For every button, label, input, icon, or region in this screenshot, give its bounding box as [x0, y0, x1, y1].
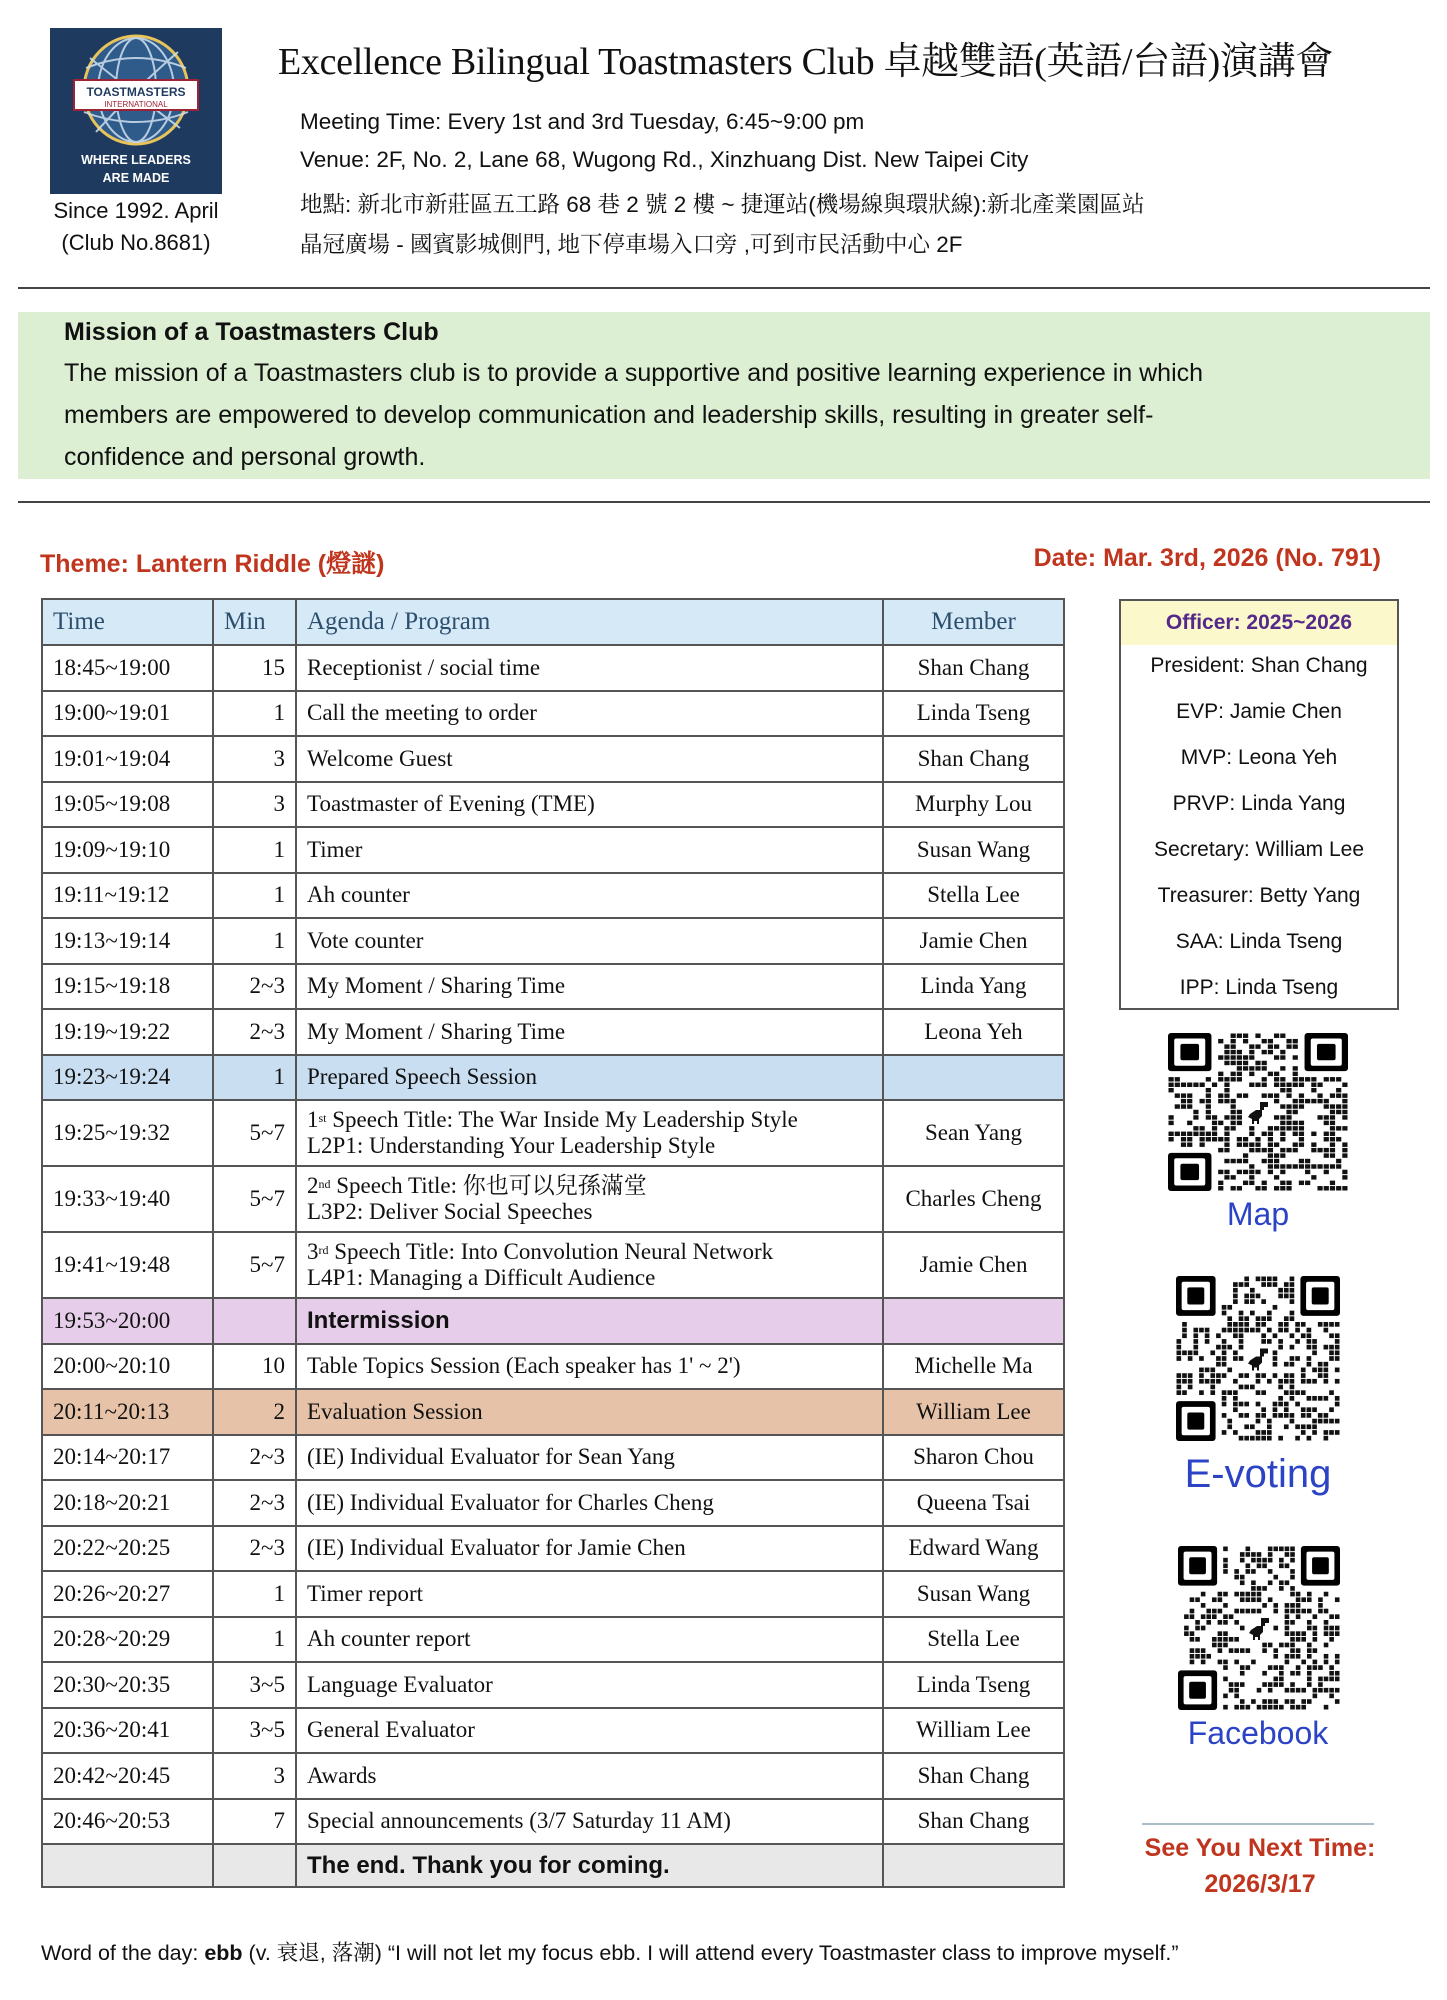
table-row: [42, 1298, 1064, 1344]
since-date: Since 1992. April: [53, 198, 219, 223]
facebook-qr-code-icon[interactable]: [1178, 1546, 1340, 1710]
meeting-date: Date: Mar. 3rd, 2026 (No. 791): [1033, 544, 1381, 572]
logo-subtext: INTERNATIONAL: [104, 100, 168, 109]
table-row: [42, 1232, 1064, 1298]
cell-min: 1: [213, 1571, 296, 1617]
cell-member: Stella Lee: [883, 873, 1064, 919]
venue: Venue: 2F, No. 2, Lane 68, Wugong Rd., Xinzhuang Dist. New Taipei City: [300, 147, 1029, 172]
mission-text-line: confidence and personal growth.: [64, 443, 426, 471]
cell-member: William Lee: [883, 1708, 1064, 1754]
cell-program: [296, 691, 883, 737]
cell-program: [296, 1389, 883, 1435]
cell-program: [296, 918, 883, 964]
club-number: (Club No.8681): [61, 230, 211, 255]
program-text: (IE) Individual Evaluator for Charles Cheng: [307, 1489, 714, 1515]
cell-min: 5~7: [213, 1166, 296, 1232]
cell-time: 20:36~20:41: [42, 1708, 213, 1754]
table-row: [42, 645, 1064, 691]
cell-member: Shan Chang: [883, 1799, 1064, 1845]
table-row: [42, 1100, 1064, 1166]
cell-program: [296, 1166, 883, 1232]
speech-ordinal: 1: [307, 1107, 319, 1132]
column-header-member: Member: [883, 599, 1064, 645]
table-row: [42, 1662, 1064, 1708]
cell-time: 19:13~19:14: [42, 918, 213, 964]
speech-title: [307, 1239, 872, 1265]
cell-member: Susan Wang: [883, 1571, 1064, 1617]
cell-min: 3~5: [213, 1708, 296, 1754]
table-row: [42, 1435, 1064, 1481]
cell-min: 3: [213, 782, 296, 828]
speech-title-text: Speech Title: 你也可以兒孫滿堂: [330, 1173, 647, 1198]
program-text: Welcome Guest: [307, 745, 453, 771]
cell-program: [296, 1571, 883, 1617]
program-text: My Moment / Sharing Time: [307, 1018, 566, 1044]
word-of-the-day-example: (v. 衰退, 落潮) “I will not let my focus ebb. I will attend every Toastmaster class to improve myself.”: [242, 1941, 1179, 1965]
table-row: [42, 1708, 1064, 1754]
cell-min: 10: [213, 1344, 296, 1390]
cell-member: Leona Yeh: [883, 1009, 1064, 1055]
speech-ordinal: 3: [307, 1239, 319, 1264]
officer-item: SAA: Linda Tseng: [1175, 930, 1343, 953]
officer-item: EVP: Jamie Chen: [1176, 700, 1342, 723]
cell-program: [296, 1662, 883, 1708]
cell-member: [883, 1055, 1064, 1101]
table-header-row: [42, 599, 1064, 645]
speech-title: [307, 1107, 872, 1133]
cell-member: Queena Tsai: [883, 1480, 1064, 1526]
table-row: [42, 873, 1064, 919]
venue-chinese-directions: 晶冠廣場 - 國賓影城側門, 地下停車場入口旁 ,可到市民活動中心 2F: [300, 232, 963, 257]
program-text: Language Evaluator: [307, 1671, 493, 1697]
cell-min: 3: [213, 1753, 296, 1799]
cell-program: [296, 1344, 883, 1390]
word-of-the-day-word: ebb: [204, 1941, 243, 1965]
cell-member: Michelle Ma: [883, 1344, 1064, 1390]
cell-program: [296, 1055, 883, 1101]
table-row: [42, 964, 1064, 1010]
cell-time: 19:05~19:08: [42, 782, 213, 828]
cell-member: Edward Wang: [883, 1526, 1064, 1572]
table-row: [42, 1844, 1064, 1887]
cell-time: 20:18~20:21: [42, 1480, 213, 1526]
cell-time: 19:19~19:22: [42, 1009, 213, 1055]
cell-time: 20:26~20:27: [42, 1571, 213, 1617]
speech-ordinal: 2: [307, 1173, 319, 1198]
page-title: Excellence Bilingual Toastmasters Club 卓越雙語(英語/台語)演講會: [278, 41, 1334, 83]
table-row: [42, 1166, 1064, 1232]
cell-time: 20:42~20:45: [42, 1753, 213, 1799]
cell-time: 19:53~20:00: [42, 1298, 213, 1344]
cell-time: 20:28~20:29: [42, 1617, 213, 1663]
cell-program: [296, 645, 883, 691]
table-row: [42, 1055, 1064, 1101]
cell-min: [213, 1298, 296, 1344]
officer-item: PRVP: Linda Yang: [1172, 792, 1346, 815]
toastmasters-logo: [50, 28, 222, 194]
cell-program: [296, 1298, 883, 1344]
table-row: [42, 1389, 1064, 1435]
program-text: Toastmaster of Evening (TME): [307, 791, 595, 817]
table-row: [42, 691, 1064, 737]
cell-min: 1: [213, 1617, 296, 1663]
program-text: Table Topics Session (Each speaker has 1' ~ 2'): [307, 1353, 741, 1379]
cell-time: 20:14~20:17: [42, 1435, 213, 1481]
officer-title: Officer: 2025~2026: [1121, 601, 1397, 645]
cell-member: Jamie Chen: [883, 918, 1064, 964]
cell-time: 20:46~20:53: [42, 1799, 213, 1845]
cell-time: 19:33~19:40: [42, 1166, 213, 1232]
cell-program: [296, 1844, 883, 1887]
cell-member: Charles Cheng: [883, 1166, 1064, 1232]
speech-title-text: Speech Title: The War Inside My Leadership Style: [326, 1107, 798, 1132]
agenda-table: [41, 598, 1065, 1888]
speech-ordinal-suffix: rd: [318, 1243, 329, 1257]
meeting-time: Meeting Time: Every 1st and 3rd Tuesday, 6:45~9:00 pm: [300, 109, 865, 134]
next-meeting-label: See You Next Time:: [1144, 1834, 1376, 1862]
cell-program: [296, 1100, 883, 1166]
cell-program: [296, 1480, 883, 1526]
speech-project: L3P2: Deliver Social Speeches: [307, 1199, 593, 1224]
officer-item: Secretary: William Lee: [1153, 838, 1365, 861]
cell-min: 7: [213, 1799, 296, 1845]
cell-member: Jamie Chen: [883, 1232, 1064, 1298]
speech-title: [307, 1173, 872, 1199]
program-text: Timer: [307, 836, 363, 862]
program-text: Ah counter: [307, 882, 410, 908]
cell-time: 20:22~20:25: [42, 1526, 213, 1572]
cell-member: Linda Yang: [883, 964, 1064, 1010]
table-row: [42, 1753, 1064, 1799]
cell-member: Murphy Lou: [883, 782, 1064, 828]
cell-member: Shan Chang: [883, 1753, 1064, 1799]
cell-member: Susan Wang: [883, 827, 1064, 873]
officer-item: MVP: Leona Yeh: [1180, 746, 1338, 769]
cell-program: [296, 782, 883, 828]
cell-min: 3~5: [213, 1662, 296, 1708]
cell-min: 3: [213, 736, 296, 782]
word-of-the-day-prefix: Word of the day:: [41, 1941, 205, 1965]
table-row: [42, 1009, 1064, 1055]
cell-member: [883, 1844, 1064, 1887]
cell-program: [296, 827, 883, 873]
cell-program: [296, 736, 883, 782]
evoting-link[interactable]: E-voting: [1184, 1452, 1332, 1496]
divider: [1142, 1823, 1374, 1825]
cell-min: 1: [213, 827, 296, 873]
program-text: (IE) Individual Evaluator for Jamie Chen: [307, 1535, 686, 1561]
speech-ordinal-suffix: nd: [318, 1177, 331, 1191]
logo-tagline-2: ARE MADE: [102, 171, 170, 185]
cell-time: 20:00~20:10: [42, 1344, 213, 1390]
cell-min: 2~3: [213, 1480, 296, 1526]
cell-program: [296, 1435, 883, 1481]
cell-time: 18:45~19:00: [42, 645, 213, 691]
officer-item: Treasurer: Betty Yang: [1157, 884, 1361, 907]
cell-member: [883, 1298, 1064, 1344]
program-text: Vote counter: [307, 927, 424, 953]
cell-min: 2~3: [213, 1435, 296, 1481]
officer-box: [1119, 599, 1399, 1010]
cell-program: [296, 1753, 883, 1799]
column-header-program: Agenda / Program: [296, 599, 883, 645]
program-text: My Moment / Sharing Time: [307, 973, 566, 999]
program-text: The end. Thank you for coming.: [307, 1851, 670, 1879]
program-text: Prepared Speech Session: [307, 1064, 537, 1090]
logo-tagline-1: WHERE LEADERS: [81, 153, 191, 167]
program-text: Evaluation Session: [307, 1398, 483, 1424]
table-row: [42, 736, 1064, 782]
facebook-link[interactable]: Facebook: [1187, 1715, 1329, 1751]
word-of-the-day: [41, 1936, 1179, 1967]
speech-title-text: Speech Title: Into Convolution Neural Network: [328, 1239, 774, 1264]
speech-project: L2P1: Understanding Your Leadership Style: [307, 1133, 716, 1158]
cell-time: 19:09~19:10: [42, 827, 213, 873]
cell-program: [296, 1617, 883, 1663]
table-row: [42, 1480, 1064, 1526]
meeting-theme: Theme: Lantern Riddle (燈謎): [40, 550, 385, 578]
venue-chinese: 地點: 新北市新莊區五工路 68 巷 2 號 2 樓 ~ 捷運站(機場線與環狀線):新北產業園區站: [300, 192, 1145, 217]
mission-text-line: The mission of a Toastmasters club is to provide a supportive and positive learning experience in which: [64, 359, 1204, 387]
table-row: [42, 1799, 1064, 1845]
program-text: (IE) Individual Evaluator for Sean Yang: [307, 1444, 675, 1470]
program-text: Intermission: [307, 1306, 450, 1334]
column-header-time: Time: [42, 599, 213, 645]
cell-program: [296, 1799, 883, 1845]
cell-program: [296, 964, 883, 1010]
cell-min: 15: [213, 645, 296, 691]
cell-min: 5~7: [213, 1232, 296, 1298]
table-row: [42, 782, 1064, 828]
mission-title: Mission of a Toastmasters Club: [64, 318, 439, 346]
program-text: Awards: [307, 1762, 377, 1788]
cell-time: 19:00~19:01: [42, 691, 213, 737]
evoting-qr-code-icon[interactable]: [1176, 1276, 1340, 1441]
cell-min: 2~3: [213, 1526, 296, 1572]
table-row: [42, 1617, 1064, 1663]
table-row: [42, 827, 1064, 873]
cell-time: 19:15~19:18: [42, 964, 213, 1010]
column-header-min: Min: [213, 599, 296, 645]
map-qr-code-icon[interactable]: [1168, 1033, 1348, 1191]
next-meeting-date: 2026/3/17: [1204, 1870, 1316, 1898]
cell-program: [296, 1009, 883, 1055]
map-link[interactable]: Map: [1226, 1196, 1290, 1232]
speech-project: L4P1: Managing a Difficult Audience: [307, 1265, 656, 1290]
table-row: [42, 1526, 1064, 1572]
divider: [18, 287, 1430, 289]
cell-time: 20:30~20:35: [42, 1662, 213, 1708]
cell-min: 1: [213, 1055, 296, 1101]
officer-item: IPP: Linda Tseng: [1179, 976, 1339, 999]
table-row: [42, 1344, 1064, 1390]
cell-program: [296, 1526, 883, 1572]
cell-program: [296, 1232, 883, 1298]
cell-min: 2~3: [213, 964, 296, 1010]
logo-text: TOASTMASTERS: [86, 85, 186, 99]
cell-program: [296, 1708, 883, 1754]
cell-min: 1: [213, 873, 296, 919]
cell-min: 1: [213, 918, 296, 964]
program-text: Ah counter report: [307, 1626, 471, 1652]
cell-min: 1: [213, 691, 296, 737]
cell-min: [213, 1844, 296, 1887]
program-text: General Evaluator: [307, 1717, 475, 1743]
cell-time: 19:01~19:04: [42, 736, 213, 782]
cell-time: 19:41~19:48: [42, 1232, 213, 1298]
cell-time: [42, 1844, 213, 1887]
cell-time: 19:23~19:24: [42, 1055, 213, 1101]
cell-min: 2: [213, 1389, 296, 1435]
program-text: Timer report: [307, 1580, 424, 1606]
speech-ordinal-suffix: st: [318, 1111, 327, 1125]
cell-member: Linda Tseng: [883, 691, 1064, 737]
cell-member: William Lee: [883, 1389, 1064, 1435]
cell-member: Sean Yang: [883, 1100, 1064, 1166]
table-row: [42, 918, 1064, 964]
cell-member: Sharon Chou: [883, 1435, 1064, 1481]
cell-min: 5~7: [213, 1100, 296, 1166]
cell-member: Shan Chang: [883, 645, 1064, 691]
divider: [18, 501, 1430, 503]
table-row: [42, 1571, 1064, 1617]
program-text: Receptionist / social time: [307, 654, 541, 680]
cell-min: 2~3: [213, 1009, 296, 1055]
cell-time: 19:25~19:32: [42, 1100, 213, 1166]
cell-member: Stella Lee: [883, 1617, 1064, 1663]
program-text: Special announcements (3/7 Saturday 11 AM): [307, 1808, 731, 1834]
cell-member: Shan Chang: [883, 736, 1064, 782]
cell-member: Linda Tseng: [883, 1662, 1064, 1708]
officer-item: President: Shan Chang: [1150, 654, 1368, 677]
program-text: Call the meeting to order: [307, 700, 537, 726]
mission-text-line: members are empowered to develop communication and leadership skills, resulting in greater self-: [64, 401, 1154, 429]
cell-time: 20:11~20:13: [42, 1389, 213, 1435]
cell-program: [296, 873, 883, 919]
cell-time: 19:11~19:12: [42, 873, 213, 919]
